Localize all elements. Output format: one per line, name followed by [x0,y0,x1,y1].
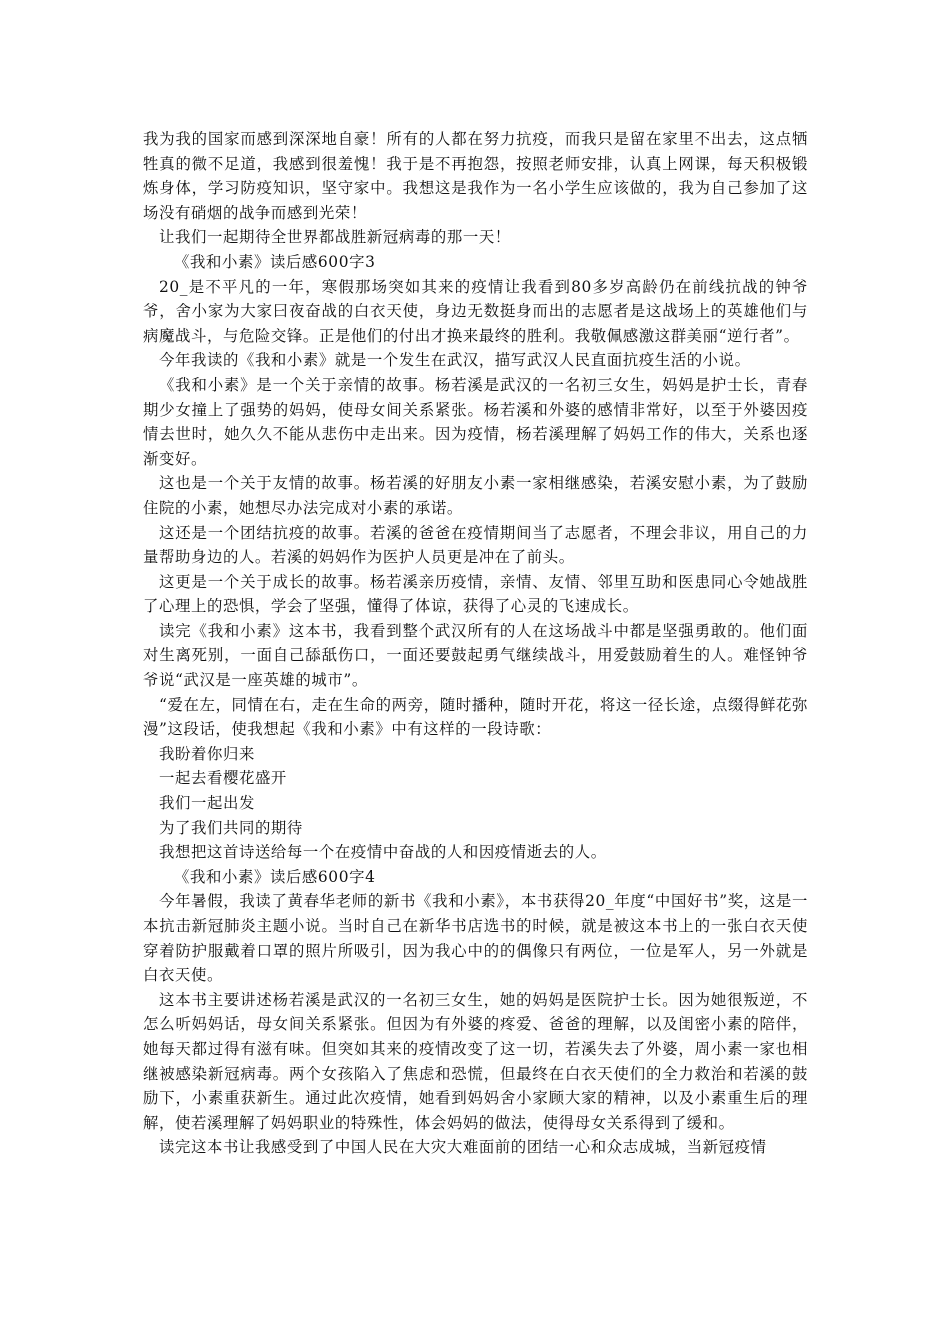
paragraph: 我盼着你归来 [159,744,255,763]
paragraph: 读完这本书让我感受到了中国人民在大灾大难面前的团结一心和众志成城，当新冠疫情 [159,1138,767,1157]
paragraph: 我想把这首诗送给每一个在疫情中奋战的人和因疫情逝去的人。 [159,843,607,862]
paragraph: 这更是一个关于成长的故事。杨若溪亲历疫情，亲情、友情、邻里互助和医患同心令她战胜了心理上的恐惧，学会了坚强，懂得了体谅，获得了心灵的飞速成长。 [143,572,808,616]
paragraph: 我们一起出发 [159,794,255,813]
paragraph: 我为我的国家而感到深深地自豪！所有的人都在努力抗疫，而我只是留在家里不出去，这点牺牲真的微不足道，我感到很羞愧！我于是不再抱怨，按照老师安排，认真上网课，每天积极锻炼身体，学习防疫知识，坚守家中。我想这是我作为一名小学生应该做的，我为自己参加了这场没有硝烟的战争而感到光荣！ [143,130,808,222]
paragraph: 为了我们共同的期待 [159,818,303,837]
paragraph: 今年暑假，我读了黄春华老师的新书《我和小素》，本书获得20_年度“中国好书”奖，这是一本抗击新冠肺炎主题小说。当时自己在新华书店选书的时候，就是被这本书上的一张白衣天使穿着防护服戴着口罩的照片所吸引，因为我心中的的偶像只有两位，一位是军人，另一外就是白衣天使。 [143,892,808,985]
paragraph: 这还是一个团结抗疫的故事。若溪的爸爸在疫情期间当了志愿者，不理会非议，用自己的力量帮助身边的人。若溪的妈妈作为医护人员更是冲在了前头。 [143,523,808,567]
document-body [143,127,808,1160]
paragraph: 让我们一起期待全世界都战胜新冠病毒的那一天！ [159,228,511,247]
section-heading: 《我和小素》读后感600字3 [174,252,376,271]
paragraph: “爱在左，同情在右，走在生命的两旁，随时播种，随时开花，将这一径长途，点缀得鲜花弥漫”这段话，使我想起《我和小素》中有这样的一段诗歌： [143,695,808,739]
paragraph: 读完《我和小素》这本书，我看到整个武汉所有的人在这场战斗中都是坚强勇敢的。他们面对生离死别，一面自己舔舐伤口，一面还要鼓起勇气继续战斗，用爱鼓励着生的人。难怪钟爷爷说“武汉是一座英雄的城市”。 [143,621,808,690]
paragraph: 今年我读的《我和小素》就是一个发生在武汉，描写武汉人民直面抗疫生活的小说。 [159,351,751,370]
paragraph: 一起去看樱花盛开 [159,769,287,788]
paragraph: 《我和小素》是一个关于亲情的故事。杨若溪是武汉的一名初三女生，妈妈是护士长，青春期少女撞上了强势的妈妈，使母女间关系紧张。杨若溪和外婆的感情非常好，以至于外婆因疫情去世时，她久久不能从悲伤中走出来。因为疫情，杨若溪理解了妈妈工作的伟大，关系也逐渐变好。 [143,375,808,468]
paragraph: 这本书主要讲述杨若溪是武汉的一名初三女生，她的妈妈是医院护士长。因为她很叛逆，不怎么听妈妈话，母女间关系紧张。但因为有外婆的疼爱、爸爸的理解，以及闺密小素的陪伴，她每天都过得有滋有味。但突如其来的疫情改变了这一切，若溪失去了外婆，周小素一家也相继被感染新冠病毒。两个女孩陷入了焦虑和恐慌，但最终在白衣天使们的全力救治和若溪的鼓励下，小素重获新生。通过此次疫情，她看到妈妈舍小家顾大家的精神，以及小素重生后的理解，使若溪理解了妈妈职业的特殊性，体会妈妈的做法，使得母女关系得到了缓和。 [143,990,808,1132]
paragraph: 20_是不平凡的一年，寒假那场突如其来的疫情让我看到80多岁高龄仍在前线抗战的钟爷爷，舍小家为大家曰夜奋战的白衣天使，身边无数挺身而出的志愿者是这战场上的英雄他们与病魔战斗，与危险交锋。正是他们的付出才换来最终的胜利。我敬佩感激这群美丽“逆行者”。 [143,277,808,345]
paragraph: 这也是一个关于友情的故事。杨若溪的好朋友小素一家相继感染，若溪安慰小素，为了鼓励住院的小素，她想尽办法完成对小素的承诺。 [143,474,808,517]
section-heading: 《我和小素》读后感600字4 [174,867,376,886]
